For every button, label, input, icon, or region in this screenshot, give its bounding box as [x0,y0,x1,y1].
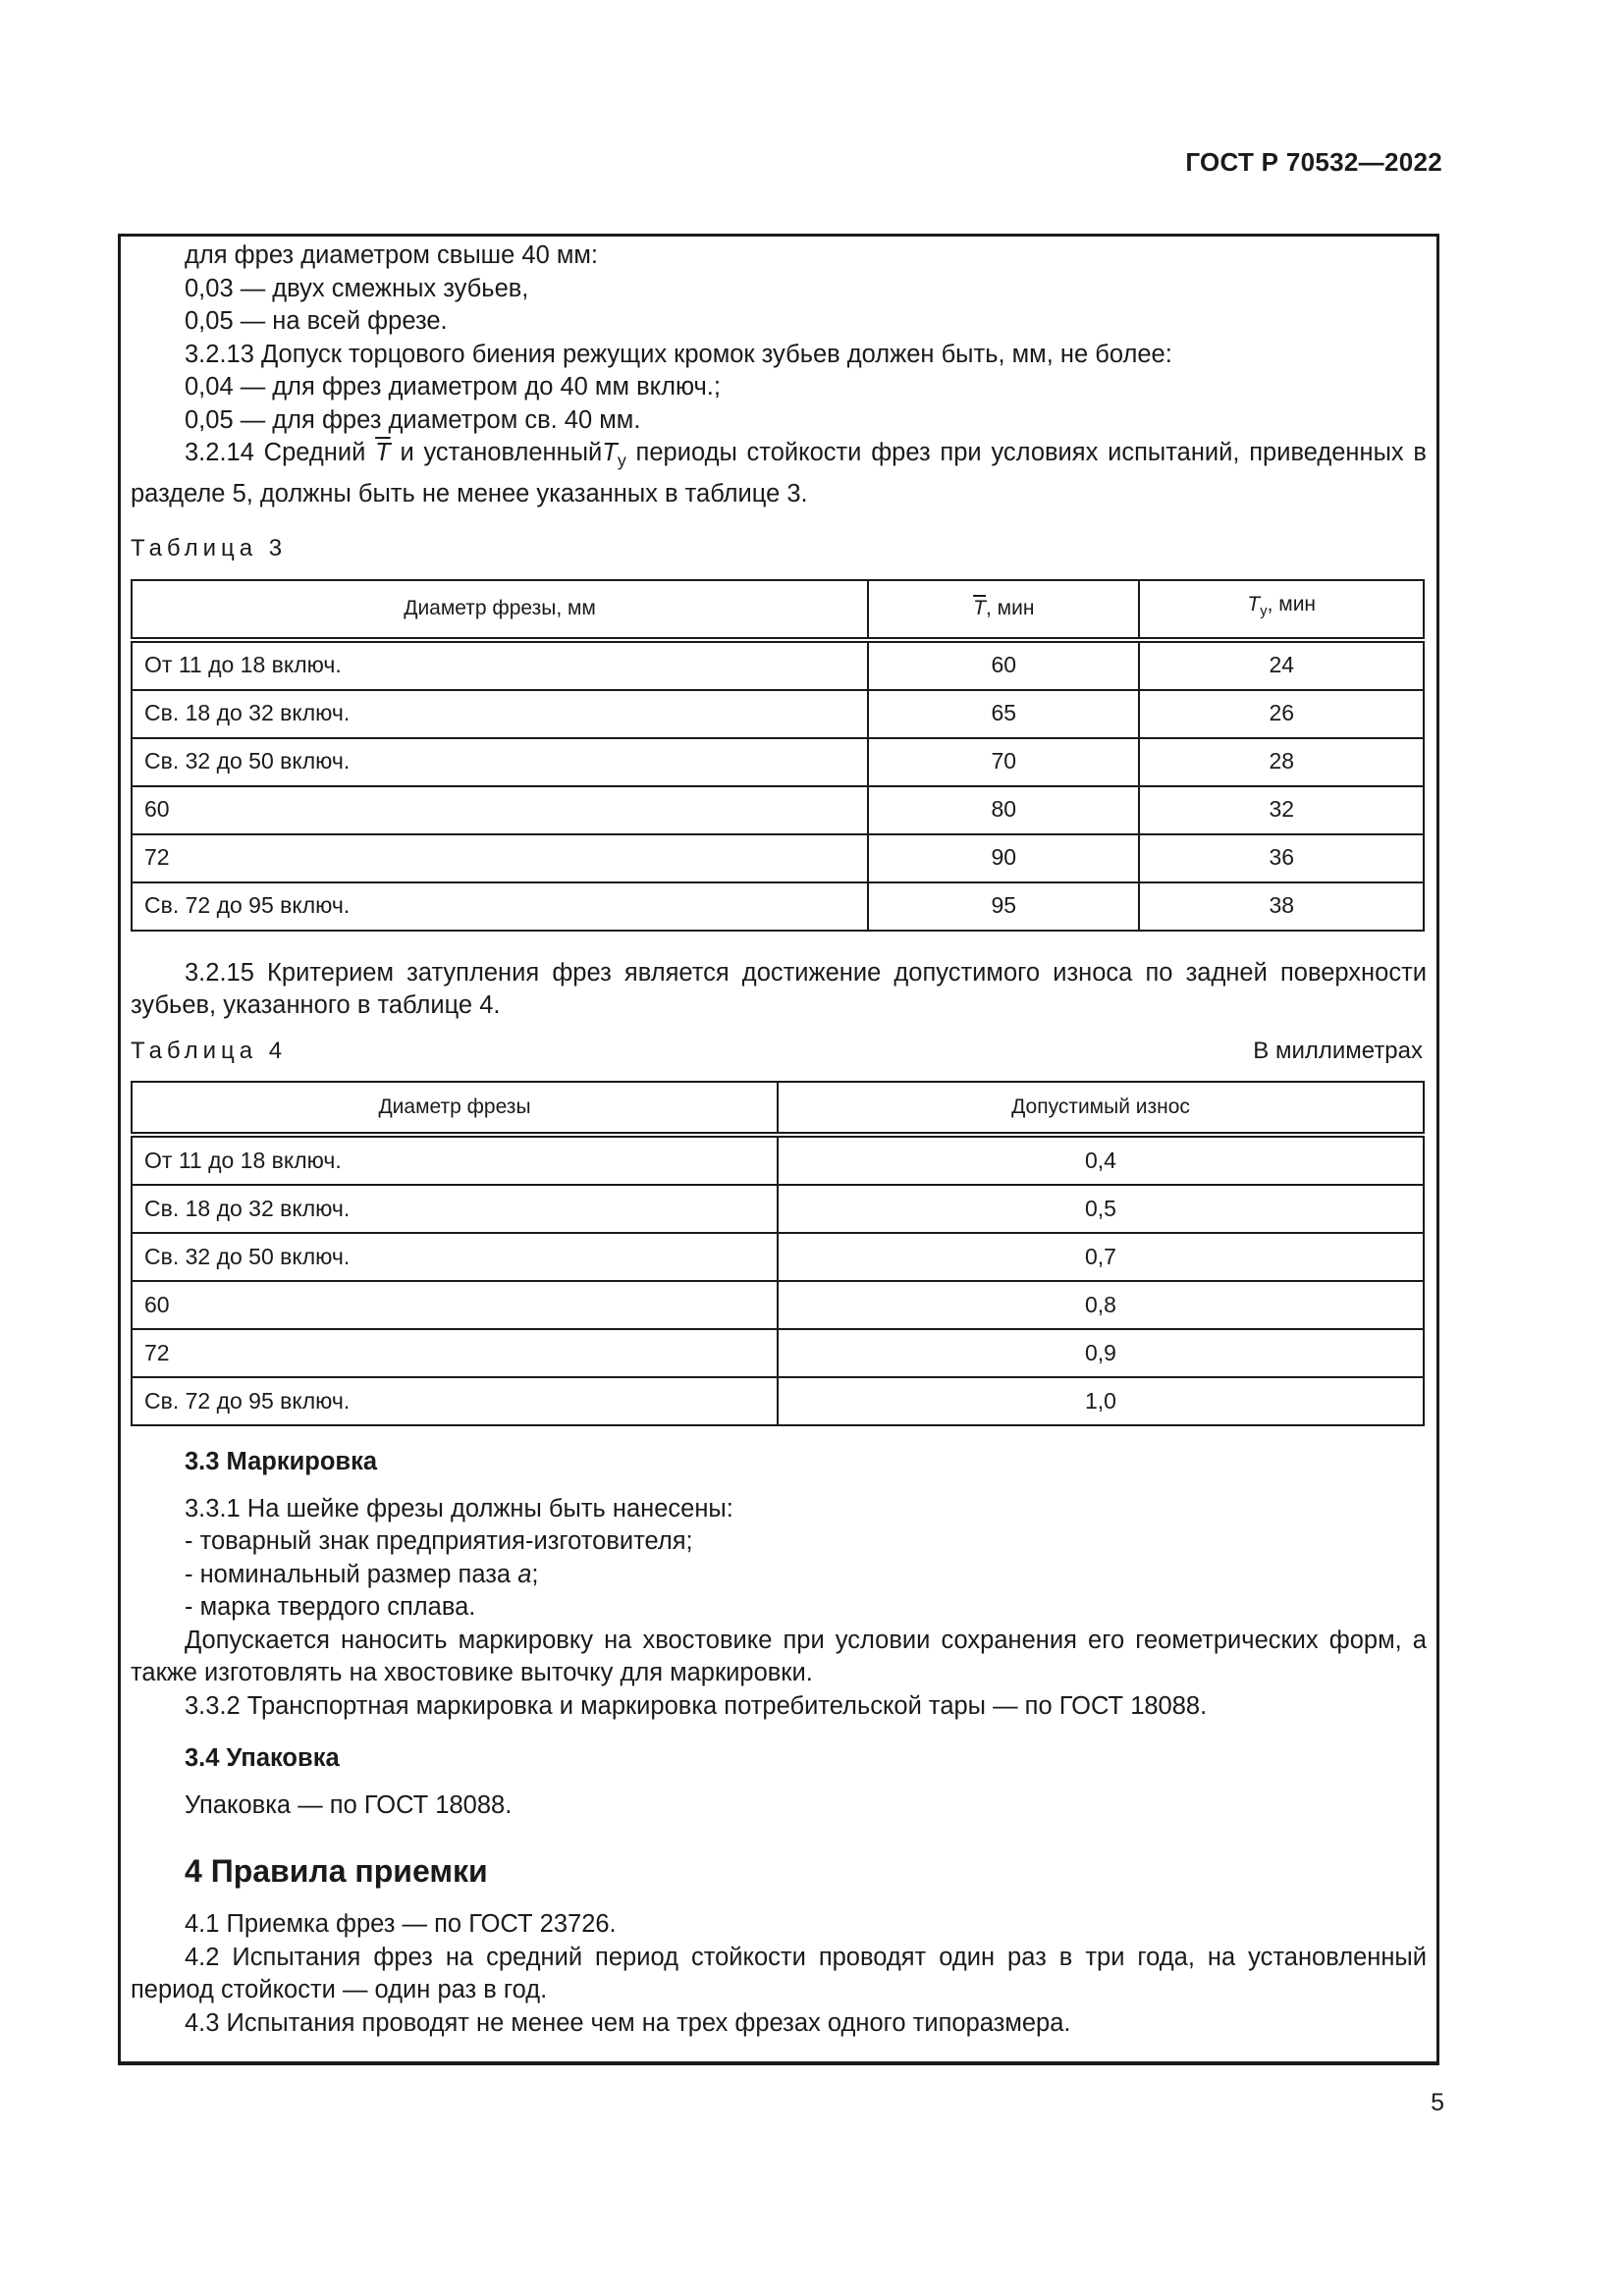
table-row [132,1377,1424,1425]
header-t-set [1139,580,1424,640]
text: 3.2.14 Средний [185,439,376,466]
unit: , мин [1267,593,1317,616]
t-mean-symbol: $\overline{T}$ [973,597,986,620]
cell-t-mean: 90 [868,834,1139,882]
clause-4-3: 4.3 Испытания проводят не менее чем на трех фрезах одного типоразмера. [185,2008,1071,2037]
intro-line: для фрез диаметром свыше 40 мм: [185,241,598,269]
cell-t-set: 32 [1139,786,1424,834]
cell-diameter: От 11 до 18 включ. [132,1135,778,1185]
cell-t-set: 26 [1139,690,1424,738]
table-3 [131,579,1425,932]
clause-3-3-2: 3.3.2 Транспортная маркировка и маркировка потребительской тары — по ГОСТ 18088. [185,1691,1208,1720]
table-row [132,738,1424,786]
list-item: - товарный знак предприятия-изготовителя; [185,1527,693,1556]
cell-wear: 0,4 [778,1135,1424,1185]
cell-diameter: Св. 18 до 32 включ. [132,1185,778,1233]
cell-wear: 1,0 [778,1377,1424,1425]
cell-wear: 0,5 [778,1185,1424,1233]
clause-4-1: 4.1 Приемка фрез — по ГОСТ 23726. [185,1910,617,1939]
cell-diameter: 60 [132,786,868,834]
cell-diameter: Св. 32 до 50 включ. [132,1233,778,1281]
table-row [132,1185,1424,1233]
cell-diameter: Св. 72 до 95 включ. [132,1377,778,1425]
intro-line: 0,05 — для фрез диаметром св. 40 мм. [185,405,641,434]
header-wear: Допустимый износ [778,1082,1424,1135]
table-row [132,1281,1424,1329]
clause-3-3-1: 3.3.1 На шейке фрезы должны быть нанесены: [185,1494,733,1522]
cell-wear: 0,9 [778,1329,1424,1377]
cell-diameter: Св. 18 до 32 включ. [132,690,868,738]
clause-3-2-14 [131,437,1427,510]
intro-line: 0,04 — для фрез диаметром до 40 мм включ.; [185,373,721,400]
table-row [132,640,1424,690]
marking-allowance: Допускается наносить маркировку на хвостовике при условии сохранения его геометрических форм, а также изготовлять на хвостовике выточку для маркировки. [131,1626,1427,1687]
list-item [131,1559,1427,1592]
cell-diameter: Св. 32 до 50 включ. [132,738,868,786]
cell-wear: 0,7 [778,1233,1424,1281]
table-3-caption: Таблица 3 [131,535,288,562]
table-row [132,786,1424,834]
table-row [132,1135,1424,1185]
table-row [132,690,1424,738]
intro-line: 0,03 — двух смежных зубьев, [185,274,529,302]
t-mean-symbol: $\overline{T}$ [375,439,391,466]
header-t-mean [868,580,1139,640]
clause-3-2-15: 3.2.15 Критерием затупления фрез является достижение допустимого износа по задней поверхности зубьев, указанного в таблице 4. [131,958,1427,1020]
cell-diameter: От 11 до 18 включ. [132,640,868,690]
clause-4-2: 4.2 Испытания фрез на средний период стойкости проводят один раз в три года, на установленный период стойкости — один раз в год. [131,1943,1427,2004]
section-3-3-title: 3.3 Маркировка [185,1448,378,1476]
section-3-4-title: 3.4 Упаковка [185,1744,340,1773]
unit: , мин [985,597,1035,620]
clause-3-2-13: 3.2.13 Допуск торцового биения режущих кромок зубьев должен быть, мм, не более: [185,340,1172,368]
text: ; [531,1560,539,1588]
cell-wear: 0,8 [778,1281,1424,1329]
cell-diameter: 60 [132,1281,778,1329]
t-set-symbol: T [1247,593,1261,616]
t-set-symbol: T [602,439,618,466]
text: и установленный [390,439,603,466]
table-4-caption: Таблица 4 [131,1037,288,1064]
cell-t-set: 24 [1139,640,1424,690]
cell-t-mean: 80 [868,786,1139,834]
cell-t-mean: 95 [868,882,1139,931]
header-diameter: Диаметр фрезы, мм [132,580,868,640]
cell-t-set: 28 [1139,738,1424,786]
packaging-text: Упаковка — по ГОСТ 18088. [185,1790,513,1819]
table-row [132,1329,1424,1377]
table-4 [131,1081,1425,1426]
header-diameter: Диаметр фрезы [132,1082,778,1135]
section-4-title: 4 Правила приемки [185,1853,488,1890]
cell-t-set: 38 [1139,882,1424,931]
text: периоды стойкости фрез при условиях испытаний, приведенных в разделе 5, должны быть не менее указанных в таблице 3. [131,439,1427,507]
variable: a [517,1560,532,1588]
text: - номинальный размер паза [185,1560,518,1588]
intro-line: 0,05 — на всей фрезе. [185,307,448,335]
document-code: ГОСТ Р 70532—2022 [1185,147,1442,177]
cell-diameter: Св. 72 до 95 включ. [132,882,868,931]
table-row [132,882,1424,931]
page-content [131,240,1427,2040]
subscript: у [1260,604,1268,620]
table-row [132,1233,1424,1281]
table-row [132,834,1424,882]
list-item: - марка твердого сплава. [185,1593,476,1622]
cell-t-set: 36 [1139,834,1424,882]
page-number: 5 [1431,2089,1444,2116]
cell-t-mean: 65 [868,690,1139,738]
cell-diameter: 72 [132,834,868,882]
subscript: у [617,451,626,471]
table-4-unit: В миллиметрах [1253,1037,1423,1064]
cell-t-mean: 60 [868,640,1139,690]
cell-diameter: 72 [132,1329,778,1377]
cell-t-mean: 70 [868,738,1139,786]
